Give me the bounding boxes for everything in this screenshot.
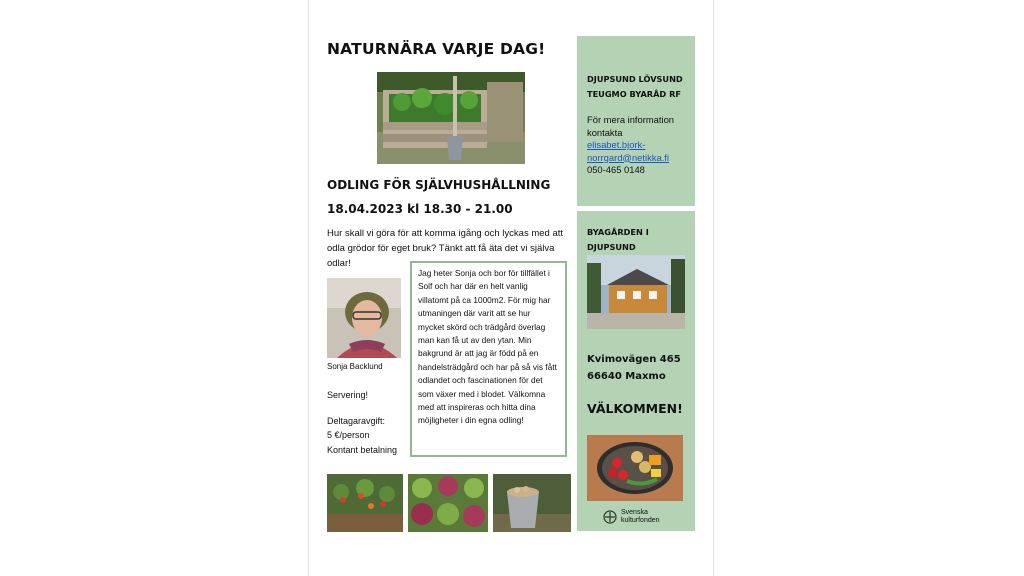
welcome-text: VÄLKOMMEN!: [587, 401, 683, 416]
venue-name: [587, 225, 695, 255]
lettuce-photo: [408, 474, 488, 532]
kulturfonden-logo-text: [621, 509, 660, 525]
venue-address: [587, 351, 695, 385]
serving-text: Servering!: [327, 390, 369, 400]
logo-text-line1: Svenska: [621, 509, 648, 516]
venue-address-line1: Kvimovägen 465: [587, 354, 681, 365]
village-house-photo: [587, 255, 685, 329]
contact-email-line2[interactable]: norrgard@netikka.fi: [587, 151, 669, 163]
contact-info-line1: För mera information: [587, 114, 675, 125]
organizer-name-line2: TEUGMO BYARÅD RF: [587, 89, 681, 99]
contact-info-line2: kontakta: [587, 126, 623, 138]
venue-box: [577, 211, 695, 531]
event-date-time: 18.04.2023 kl 18.30 - 21.00: [327, 202, 513, 216]
contact-info: [587, 114, 695, 177]
potato-bucket-photo: [493, 474, 571, 532]
speaker-photo: [327, 278, 401, 358]
poster-title: NATURNÄRA VARJE DAG!: [327, 40, 546, 58]
kulturfonden-logo-icon: [603, 510, 617, 524]
fee-label: Deltagaravgift:: [327, 416, 386, 426]
logo-text-line2: kulturfonden: [621, 517, 660, 524]
raised-bed-photo: [377, 72, 525, 164]
tomato-plants-photo: [327, 474, 403, 532]
speaker-story-box: Jag heter Sonja och bor för tillfället i Solf och har där en helt vanlig villatomt på ca 1000m2. För mig har utmaningen där varit att se hur mycket skörd och trädgård överlag man kan få ut av den ytan. Min bakgrund är att jag är född på en handelsträdgård och har på så vis fått odlandet och fascinationen för det som växer med i blodet. Välkomna med att inspireras och hitta dina möjligheter i din egna odling!: [410, 261, 567, 457]
event-intro-text: Hur skall vi göra för att komma igång och lyckas med att odla grödor för eget bruk? Tänkt att få äta det vi själva odlar!: [327, 228, 564, 269]
organizer-box: [577, 36, 695, 206]
organizer-name-line1: DJUPSUND LÖVSUND: [587, 74, 683, 84]
contact-phone: 050-465 0148: [587, 164, 645, 175]
contact-email-line1[interactable]: elisabet.bjork-: [587, 139, 646, 150]
venue-name-line2: DJUPSUND: [587, 242, 636, 252]
speaker-caption: Sonja Backlund: [327, 362, 383, 371]
organizer-name: [587, 72, 695, 102]
venue-name-line1: BYAGÅRDEN I: [587, 227, 649, 237]
fee-amount: 5 €/person: [327, 430, 370, 440]
poster-page: [308, 0, 714, 576]
venue-address-line2: 66640 Maxmo: [587, 371, 666, 382]
fee-payment: Kontant betalning: [327, 445, 398, 455]
event-subtitle: ODLING FÖR SJÄLVHUSHÅLLNING: [327, 178, 551, 192]
vegetable-pan-photo: [587, 435, 683, 501]
